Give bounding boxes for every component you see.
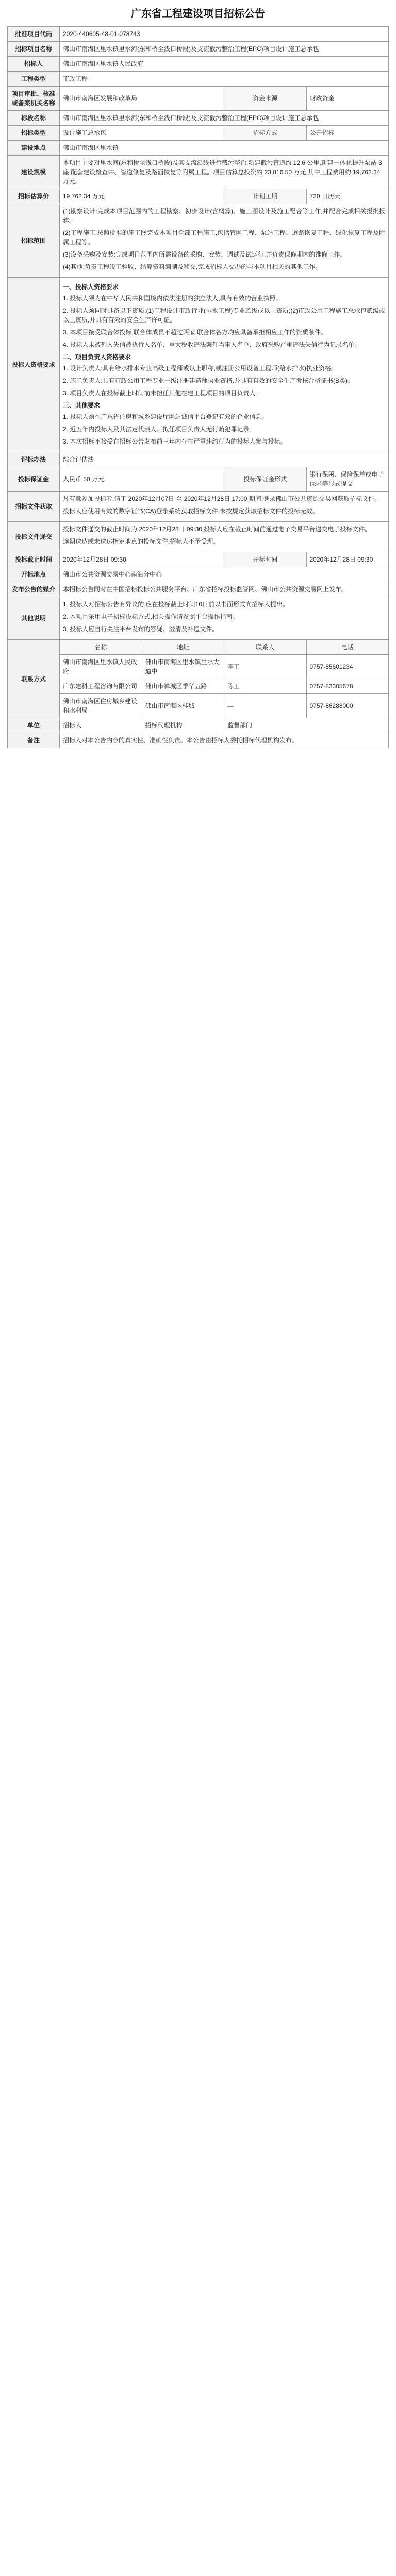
row-eval <box>8 452 389 467</box>
label-bid-method: 招标方式 <box>224 126 307 141</box>
value-eval: 综合评估法 <box>60 452 389 467</box>
contact-phone: 0757-85601234 <box>306 655 389 679</box>
label-project-name: 招标项目名称 <box>8 42 60 57</box>
doc-obtain-paragraph: 投标人应使用有效的数字证书(CA)登录系统获取招标文件,未按规定获取招标文件的投标无效。 <box>63 507 319 515</box>
table-row <box>8 655 389 679</box>
label-deposit-form: 投标保证金形式 <box>224 467 307 492</box>
value-owner: 佛山市南海区里水镇人民政府 <box>60 57 389 72</box>
value-open-place: 佛山市公共资源交易中心南海分中心 <box>60 567 389 582</box>
req-item: 2. 施工负责人:具有市政公用工程专业一级注册建造师执业资格,并具有有效的安全生产考核合格证书(B类)。 <box>63 377 354 384</box>
doc-obtain-paragraph: 凡有意参加投标者,请于 2020年12月07日 至 2020年12月28日 17:00 期间,登录佛山市公共资源交易网获取招标文件。 <box>63 495 381 502</box>
label-submission: 投标文件递交 <box>8 522 60 552</box>
table-row <box>8 679 389 694</box>
contact-unit: 监督部门 <box>224 718 389 733</box>
value-deposit: 人民币 50 万元 <box>60 467 224 492</box>
contact-unit-header: 单位 <box>8 718 60 733</box>
req-item: 4. 投标人未被列入失信被执行人名单、重大税收违法案件当事人名单、政府采购严重违法失信行为记录名单。 <box>63 341 361 348</box>
row-publish-media <box>8 582 389 597</box>
label-scale: 建设规模 <box>8 156 60 189</box>
contact-header: 地址 <box>142 640 224 655</box>
label-bidder-req: 投标人资格要求 <box>8 278 60 452</box>
label-type: 工程类型 <box>8 72 60 87</box>
contact-person: 李工 <box>224 655 307 679</box>
notice-table <box>7 26 389 748</box>
req-item: 3. 本项目接受联合体投标,联合体成员不超过两家,联合体各方均应具备承担相应工作的资质条件。 <box>63 329 327 336</box>
row-deposit <box>8 467 389 492</box>
req-section-title: 一、投标人资格要求 <box>63 283 119 291</box>
req-item: 3. 本次招标不接受在招标公告发布前三年内存在严重违约行为的投标人参与投标。 <box>63 438 287 445</box>
scope-paragraph: (4)其他:负责工程竣工验收、结算资料编制及移交,完成招标人交办的与本项目相关的其他工作。 <box>63 263 322 270</box>
value-type: 市政工程 <box>60 72 389 87</box>
value-bid-section: 佛山市南海区里水镇里水河(东和桥至浅口桥段)及支流截污整治工程(EPC)项目设计施工总承包 <box>60 111 389 126</box>
req-item: 1. 投标人须在广东省住房和城乡建设厅网站诚信平台登记有效的企业信息。 <box>63 413 268 420</box>
row-submission <box>8 522 389 552</box>
label-doc-obtain: 招标文件获取 <box>8 492 60 522</box>
scope-paragraph: (3)设备采购及安装:完成项目范围内所需设备的采购、安装、调试及试运行,并负责保修期内的维修工作。 <box>63 251 346 258</box>
value-location: 佛山市南海区里水镇 <box>60 141 389 156</box>
value-bid-open: 2020年12月28日 09:30 <box>306 552 389 567</box>
value-project-code: 2020-440605-48-01-078743 <box>60 27 389 42</box>
row-project-name <box>8 42 389 57</box>
row-project-type <box>8 72 389 87</box>
label-project-code: 批准项目代码 <box>8 27 60 42</box>
row-contact-units <box>8 718 389 733</box>
notice-paragraph: 2. 本项目采用电子招标投标方式,相关操作请参照平台操作指南。 <box>63 613 239 620</box>
contact-phone: 0757-86288000 <box>306 694 389 718</box>
value-footer: 招标人对本公告内容的真实性、准确性负责。本公告由招标人委托招标代理机构发布。 <box>60 733 389 748</box>
contact-name: 佛山市南海区里水镇人民政府 <box>60 655 142 679</box>
label-bid-type: 招标类型 <box>8 126 60 141</box>
label-footer: 备注 <box>8 733 60 748</box>
req-item: 3. 项目负责人在投标截止时间前未担任其他在建工程项目的项目负责人。 <box>63 389 262 397</box>
value-scale: 本项目主要对里水河(东和桥至浅口桥段)及其支流沿线进行截污整治,新建截污管道约 12.6 公里,新建一体化提升泵站 3 座,配套建设检查井、管道修复及路面恢复等附属工程。项目估算总投资约 23,816.50 万元,其中工程费用约 19,762.34 万元。 <box>60 156 389 189</box>
contact-unit: 招标代理机构 <box>142 718 224 733</box>
label-eval: 评标办法 <box>8 452 60 467</box>
row-bid-section <box>8 111 389 126</box>
contact-phone: 0757-83305678 <box>306 679 389 694</box>
contact-address: 佛山市南海区里水镇里水大道中 <box>142 655 224 679</box>
contact-name: 广东建科工程咨询有限公司 <box>60 679 142 694</box>
table-row <box>8 694 389 718</box>
value-scope <box>60 204 389 278</box>
req-item: 1. 投标人须为在中华人民共和国境内依法注册的独立法人,具有有效的营业执照。 <box>63 295 282 302</box>
notice-paragraph: 3. 投标人应自行关注平台发布的答疑、澄清及补遗文件。 <box>63 625 219 633</box>
label-deposit: 投标保证金 <box>8 467 60 492</box>
row-bid-times <box>8 552 389 567</box>
page-title: 广东省工程建设项目招标公告 <box>131 8 265 20</box>
contact-address: 佛山市禅城区季华五路 <box>142 679 224 694</box>
contact-header: 名称 <box>60 640 142 655</box>
contact-header: 联系人 <box>224 640 307 655</box>
label-bid-deadline: 投标截止时间 <box>8 552 60 567</box>
row-open-place <box>8 567 389 582</box>
value-bid-deadline: 2020年12月28日 09:30 <box>60 552 224 567</box>
scope-paragraph: (1)勘察设计:完成本项目范围内的工程勘察、初步设计(含概算)、施工图设计及施工配合等工作,并配合完成相关报批报建。 <box>63 208 385 224</box>
scope-paragraph: (2)工程施工:按照批准的施工图完成本项目全部工程施工,包括管网工程、泵站工程、道路恢复工程、绿化恢复工程及附属工程等。 <box>63 229 385 246</box>
req-section-title: 二、项目负责人资格要求 <box>63 353 131 361</box>
label-location: 建设地点 <box>8 141 60 156</box>
submission-paragraph: 投标文件递交的截止时间为 2020年12月28日 09:30,投标人应在截止时间前通过电子交易平台递交电子投标文件。 <box>63 526 371 533</box>
contact-name: 佛山市南海区住房城乡建设和水利局 <box>60 694 142 718</box>
value-project-name: 佛山市南海区里水镇里水河(东和桥至浅口桥段)及支流截污整治工程(EPC)项目设计施工总承包 <box>60 42 389 57</box>
row-project-code <box>8 27 389 42</box>
contact-address: 佛山市南海区桂城 <box>142 694 224 718</box>
value-approval: 佛山市南海区发展和改革局 <box>60 87 224 111</box>
value-bidder-req <box>60 278 389 452</box>
label-open-place: 开标地点 <box>8 567 60 582</box>
value-bid-type: 设计施工总承包 <box>60 126 224 141</box>
label-scope: 招标范围 <box>8 204 60 278</box>
value-duration: 720 日历天 <box>306 189 389 204</box>
req-item: 2. 近五年内投标人及其法定代表人、拟任项目负责人无行贿犯罪记录。 <box>63 426 256 433</box>
label-notice: 其他说明 <box>8 597 60 640</box>
label-bid-open: 开标时间 <box>224 552 307 567</box>
submission-paragraph: 逾期送达或未送达指定地点的投标文件,招标人不予受理。 <box>63 538 220 545</box>
row-project-owner <box>8 57 389 72</box>
contact-unit: 招标人 <box>60 718 142 733</box>
row-scale <box>8 156 389 189</box>
label-bid-section: 标段名称 <box>8 111 60 126</box>
row-notice <box>8 597 389 640</box>
value-publish-media: 本招标公告同时在中国招标投标公共服务平台、广东省招标投标监管网、佛山市公共资源交易网上发布。 <box>60 582 389 597</box>
contact-person: 陈工 <box>224 679 307 694</box>
req-item: 2. 投标人须同时具备以下资质:(1)工程设计市政行业(排水工程)专业乙级或以上资质;(2)市政公用工程施工总承包贰级或以上资质,并具有有效的安全生产许可证。 <box>63 307 385 324</box>
row-footer <box>8 733 389 748</box>
row-scope <box>8 204 389 278</box>
req-section-title: 三、其他要求 <box>63 402 101 409</box>
value-deposit-form: 银行保函、保险保单或电子保函等形式提交 <box>306 467 389 492</box>
label-duration: 计划工期 <box>224 189 307 204</box>
label-owner: 招标人 <box>8 57 60 72</box>
notice-paragraph: 1. 投标人对招标公告有异议的,应在投标截止时间10日前以书面形式向招标人提出。 <box>63 601 289 608</box>
value-bid-method: 公开招标 <box>306 126 389 141</box>
label-estimate: 招标估算价 <box>8 189 60 204</box>
label-funding: 资金来源 <box>224 87 307 111</box>
row-contacts-header <box>8 640 389 655</box>
req-item: 1. 设计负责人:具有给水排水专业高级工程师或以上职称,或注册公用设备工程师(给水排水)执业资格。 <box>63 365 338 372</box>
label-contacts: 联系方式 <box>8 640 60 718</box>
value-funding: 财政资金 <box>306 87 389 111</box>
row-estimate <box>8 189 389 204</box>
row-bidder-req <box>8 278 389 452</box>
row-location <box>8 141 389 156</box>
label-approval: 项目审批、核准或备案机关名称 <box>8 87 60 111</box>
value-submission <box>60 522 389 552</box>
row-approval <box>8 87 389 111</box>
row-bid-type <box>8 126 389 141</box>
value-notice <box>60 597 389 640</box>
contact-person: — <box>224 694 307 718</box>
label-publish-media: 发布公告的媒介 <box>8 582 60 597</box>
contact-header: 电话 <box>306 640 389 655</box>
row-doc-obtain <box>8 492 389 522</box>
value-estimate: 19,762.34 万元 <box>60 189 224 204</box>
value-doc-obtain <box>60 492 389 522</box>
